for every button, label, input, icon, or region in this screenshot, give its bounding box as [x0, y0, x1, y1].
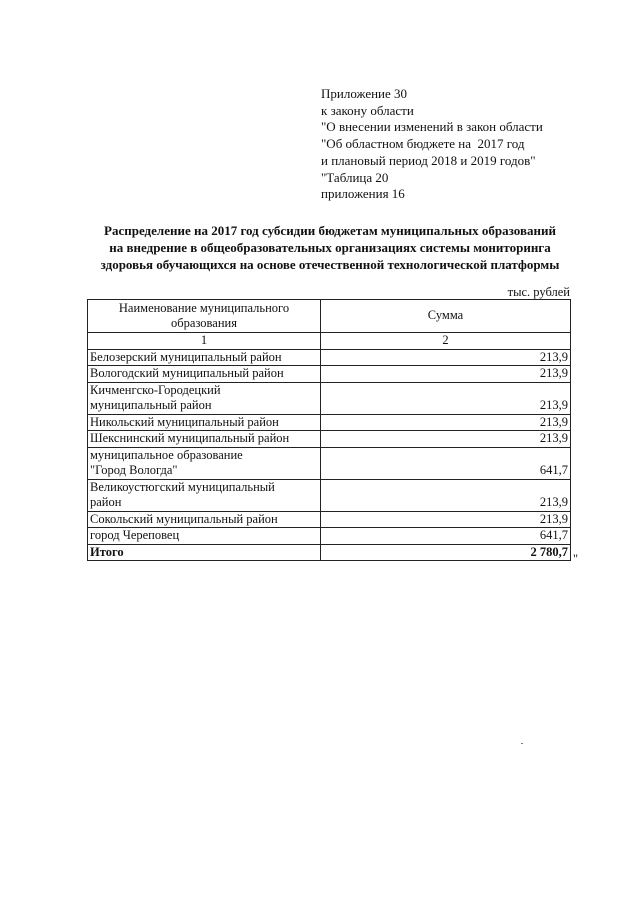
header-line: к закону области	[321, 102, 414, 118]
row-name	[88, 511, 321, 528]
table-row	[88, 447, 571, 479]
row-name-line: Вологодский муниципальный район	[90, 366, 284, 380]
header-line: приложения 16	[321, 186, 405, 202]
header-name-line: Наименование муниципального	[118, 300, 290, 315]
row-name-line: "Город Вологда"	[90, 463, 178, 477]
column-number: 2	[321, 333, 571, 350]
row-value: 213,9	[321, 366, 571, 383]
header-sum-cell: Сумма	[321, 300, 571, 333]
row-name-line: район	[90, 495, 122, 509]
table-row	[88, 479, 571, 511]
row-value: 213,9	[321, 382, 571, 414]
title-line: на внедрение в общеобразовательных организациях системы мониторинга	[109, 240, 551, 255]
document-title	[60, 222, 600, 273]
row-name-line: город Череповец	[90, 528, 180, 542]
row-name-line: Сокольский муниципальный район	[90, 511, 278, 526]
header-line: "Об областном бюджете на 2017 год	[321, 136, 525, 152]
title-line: Распределение на 2017 год субсидии бюджетам муниципальных образований	[104, 223, 556, 238]
row-name-line: муниципальное образование	[90, 447, 243, 462]
table-row	[88, 382, 571, 414]
closing-quote: "	[573, 552, 579, 566]
row-name-line: Никольский муниципальный район	[90, 414, 279, 429]
row-name	[88, 414, 321, 431]
table-row	[88, 511, 571, 528]
row-name-line: Белозерский муниципальный район	[90, 349, 282, 364]
column-number: 1	[88, 333, 321, 350]
total-label: Итого	[88, 544, 321, 561]
row-value: 213,9	[321, 349, 571, 366]
table-row	[88, 414, 571, 431]
total-value: 2 780,7	[321, 544, 571, 561]
header-name-cell	[88, 300, 321, 333]
row-value: 213,9	[321, 414, 571, 431]
row-name	[88, 431, 321, 448]
units-label: тыс. рублей	[507, 285, 570, 299]
table-row	[88, 349, 571, 366]
total-row	[88, 544, 571, 561]
header-line: "Таблица 20	[321, 169, 389, 185]
row-name	[88, 528, 321, 545]
row-name-line: Кичменгско-Городецкий	[90, 382, 221, 397]
table-row	[88, 431, 571, 448]
row-value: 641,7	[321, 528, 571, 545]
row-name-line: муниципальный район	[90, 398, 212, 412]
column-number-row	[88, 333, 571, 350]
row-name	[88, 349, 321, 366]
table-header-row	[88, 300, 571, 333]
header-line: "О внесении изменений в закон области	[321, 119, 543, 135]
document-header	[321, 86, 543, 203]
row-name	[88, 479, 321, 511]
title-line: здоровья обучающихся на основе отечественной технологической платформы	[100, 257, 560, 272]
header-name-line: образования	[171, 316, 237, 330]
row-value: 213,9	[321, 511, 571, 528]
table-row	[88, 366, 571, 383]
row-value: 213,9	[321, 479, 571, 511]
row-value: 213,9	[321, 431, 571, 448]
row-name	[88, 366, 321, 383]
row-name	[88, 447, 321, 479]
row-name	[88, 382, 321, 414]
row-value: 641,7	[321, 447, 571, 479]
subsidy-table	[87, 299, 571, 561]
row-name-line: Шекснинский муниципальный район	[90, 431, 290, 445]
row-name-line: Великоустюгский муниципальный	[90, 479, 275, 494]
table-row	[88, 528, 571, 545]
header-line: Приложение 30	[321, 86, 408, 101]
scan-speck	[521, 743, 523, 744]
header-line: и плановый период 2018 и 2019 годов"	[321, 152, 536, 168]
